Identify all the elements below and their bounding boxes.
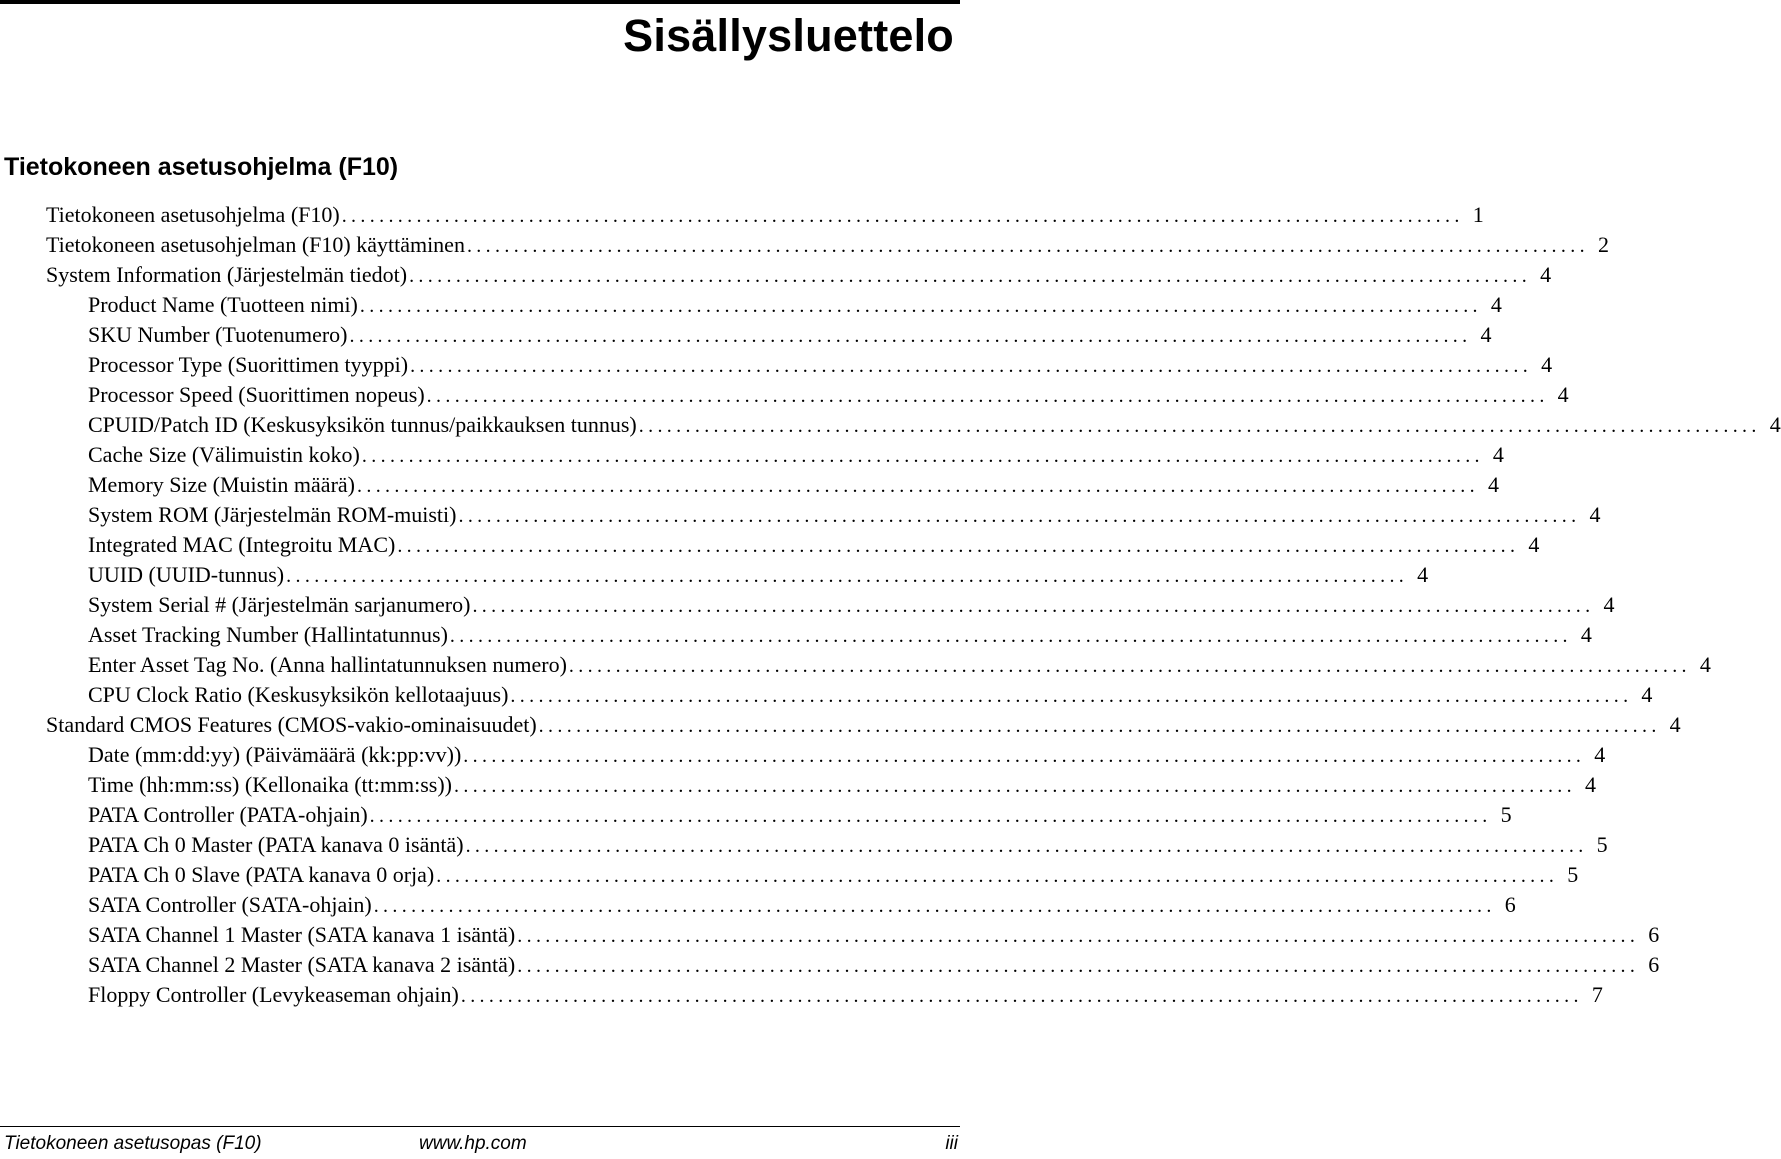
section-heading: Tietokoneen asetusohjelma (F10) [4, 153, 399, 181]
toc-entry-page-number: 5 [1567, 862, 1579, 887]
dot-leader: ‎........................................................................................................................ [463, 745, 1586, 767]
toc-entry-title: SKU Number (Tuotenumero) [88, 322, 348, 347]
toc-entry-page-number: 4 [1417, 562, 1429, 587]
dot-leader: ‎........................................................................................................................ [357, 475, 1479, 497]
toc-entry-title: Processor Speed (Suorittimen nopeus) [88, 382, 425, 407]
toc-entry-page-number: 6 [1648, 922, 1660, 947]
page-title: Sisällysluettelo [623, 10, 954, 61]
dot-leader: ‎........................................................................................................................ [460, 985, 1583, 1007]
toc-entry-title: System ROM (Järjestelmän ROM-muisti) [88, 502, 457, 527]
toc-entry-title: UUID (UUID-tunnus) [88, 562, 285, 587]
toc-entry-title: SATA Controller (SATA-ohjain) [88, 892, 372, 917]
toc-entry-page-number: 4 [1641, 682, 1653, 707]
toc-entry[interactable] [0, 500, 1601, 530]
toc-entry[interactable] [0, 380, 1569, 410]
dot-leader: ‎........................................................................................................................ [466, 235, 1589, 257]
toc-entry[interactable] [0, 410, 1781, 440]
toc-entry-title: Memory Size (Muistin määrä) [88, 472, 355, 497]
toc-entry-page-number: 1 [1472, 202, 1484, 227]
footer-page-number: iii [945, 1133, 958, 1154]
toc-entry-page-number: 4 [1480, 322, 1492, 347]
toc-entry-page-number: 5 [1500, 802, 1512, 827]
dot-leader: ‎........................................................................................................................ [458, 505, 1581, 527]
toc-entry-title: Processor Type (Suorittimen tyyppi) [88, 352, 409, 377]
dot-leader: ‎........................................................................................................................ [449, 625, 1572, 647]
toc-entry[interactable] [0, 740, 1606, 770]
toc-entry-page-number: 4 [1769, 412, 1781, 437]
toc-entry-page-number: 4 [1669, 712, 1681, 737]
dot-leader: ‎........................................................................................................................ [349, 325, 1472, 347]
toc-entry-page-number: 4 [1488, 472, 1499, 497]
dot-leader: ‎........................................................................................................................ [568, 655, 1691, 677]
dot-leader: ‎........................................................................................................................ [472, 595, 1595, 617]
toc-entry[interactable] [0, 680, 1653, 710]
toc-entry-page-number: 4 [1594, 742, 1606, 767]
toc-entry[interactable] [0, 710, 1681, 740]
page-footer [0, 1131, 960, 1157]
toc-entry[interactable] [0, 920, 1660, 950]
dot-leader: ‎........................................................................................................................ [286, 565, 1409, 587]
dot-leader: ‎........................................................................................................................ [397, 535, 1520, 557]
toc-entry[interactable] [0, 560, 1429, 590]
toc-entry[interactable] [0, 350, 1553, 380]
toc-entry[interactable] [0, 290, 1502, 320]
toc-entry[interactable] [0, 770, 1596, 800]
toc-entry-title: System Serial # (Järjestelmän sarjanumero) [88, 592, 471, 617]
dot-leader: ‎........................................................................................................................ [517, 925, 1640, 947]
dot-leader: ‎........................................................................................................................ [426, 385, 1549, 407]
toc-entry-page-number: 7 [1591, 982, 1603, 1007]
toc-entry-title: System Information (Järjestelmän tiedot) [46, 262, 408, 287]
dot-leader: ‎........................................................................................................................ [638, 415, 1761, 437]
dot-leader: ‎........................................................................................................................ [436, 865, 1559, 887]
toc-entry-page-number: 4 [1580, 622, 1592, 647]
toc-entry[interactable] [0, 440, 1504, 470]
toc-entry-title: Enter Asset Tag No. (Anna hallintatunnuksen numero) [88, 652, 567, 677]
toc-entry-title: Product Name (Tuotteen nimi) [88, 292, 358, 317]
toc-entry-title: SATA Channel 2 Master (SATA kanava 2 isäntä) [88, 952, 516, 977]
toc-entry-title: CPUID/Patch ID (Keskusyksikön tunnus/paikkauksen tunnus) [88, 412, 637, 437]
toc-entry-title: Date (mm:dd:yy) (Päivämäärä (kk:pp:vv)) [88, 742, 462, 767]
toc-entry[interactable] [0, 200, 1484, 230]
dot-leader: ‎........................................................................................................................ [465, 835, 1588, 857]
footer-website-link[interactable]: www.hp.com [419, 1133, 527, 1154]
toc-entry-page-number: 4 [1528, 532, 1540, 557]
toc-entry[interactable] [0, 650, 1711, 680]
toc-entry-page-number: 4 [1490, 292, 1502, 317]
toc-entry[interactable] [0, 860, 1579, 890]
toc-entry-page-number: 4 [1492, 442, 1504, 467]
toc-entry-title: Floppy Controller (Levykeaseman ohjain) [88, 982, 459, 1007]
toc-entry-page-number: 4 [1585, 772, 1596, 797]
dot-leader: ‎........................................................................................................................ [369, 805, 1492, 827]
toc-entry-page-number: 4 [1589, 502, 1601, 527]
toc-entry-title: Cache Size (Välimuistin koko) [88, 442, 360, 467]
toc-entry[interactable] [0, 530, 1540, 560]
footer-document-title: Tietokoneen asetusopas (F10) [4, 1133, 262, 1154]
toc-entry-page-number: 4 [1557, 382, 1569, 407]
toc-entry[interactable] [0, 470, 1499, 500]
dot-leader: ‎........................................................................................................................ [538, 715, 1661, 737]
toc-entry-page-number: 4 [1603, 592, 1615, 617]
toc-entry-title: Integrated MAC (Integroitu MAC) [88, 532, 396, 557]
toc-entry[interactable] [0, 950, 1660, 980]
dot-leader: ‎........................................................................................................................ [454, 775, 1576, 797]
toc-entry-page-number: 4 [1699, 652, 1711, 677]
toc-entry[interactable] [0, 890, 1516, 920]
toc-entry[interactable] [0, 320, 1492, 350]
toc-entry[interactable] [0, 590, 1615, 620]
toc-entry-title: Tietokoneen asetusohjelman (F10) käyttäminen [46, 232, 465, 257]
toc-entry-page-number: 4 [1540, 262, 1552, 287]
toc-entry[interactable] [0, 260, 1552, 290]
toc-entry[interactable] [0, 980, 1603, 1010]
toc-entry-title: Time (hh:mm:ss) (Kellonaika (tt:mm:ss)) [88, 772, 452, 797]
toc-entry-title: PATA Ch 0 Master (PATA kanava 0 isäntä) [88, 832, 464, 857]
dot-leader: ‎........................................................................................................................ [361, 445, 1484, 467]
footer-rule [0, 1126, 960, 1127]
toc-entry[interactable] [0, 620, 1592, 650]
toc-entry-title: SATA Channel 1 Master (SATA kanava 1 isäntä) [88, 922, 516, 947]
toc-entry-title: PATA Controller (PATA-ohjain) [88, 802, 368, 827]
dot-leader: ‎........................................................................................................................ [341, 205, 1464, 227]
toc-entry-title: Asset Tracking Number (Hallintatunnus) [88, 622, 448, 647]
toc-entry-title: CPU Clock Ratio (Keskusyksikön kellotaajuus) [88, 682, 509, 707]
dot-leader: ‎........................................................................................................................ [359, 295, 1482, 317]
toc-entry[interactable] [0, 800, 1512, 830]
toc-entry-title: PATA Ch 0 Slave (PATA kanava 0 orja) [88, 862, 435, 887]
toc-entry-page-number: 6 [1504, 892, 1516, 917]
toc-entry-page-number: 2 [1597, 232, 1609, 257]
dot-leader: ‎........................................................................................................................ [517, 955, 1640, 977]
toc-entry-page-number: 6 [1648, 952, 1660, 977]
dot-leader: ‎........................................................................................................................ [410, 355, 1533, 377]
toc-entry-title: Standard CMOS Features (CMOS-vakio-ominaisuudet) [46, 712, 537, 737]
toc-entry-page-number: 5 [1596, 832, 1608, 857]
dot-leader: ‎........................................................................................................................ [510, 685, 1633, 707]
dot-leader: ‎........................................................................................................................ [409, 265, 1532, 287]
table-of-contents [0, 200, 1781, 1010]
toc-entry[interactable] [0, 830, 1608, 860]
header-rule [0, 0, 960, 4]
toc-entry-page-number: 4 [1541, 352, 1553, 377]
toc-entry[interactable] [0, 230, 1609, 260]
dot-leader: ‎........................................................................................................................ [373, 895, 1496, 917]
toc-entry-title: Tietokoneen asetusohjelma (F10) [46, 202, 340, 227]
